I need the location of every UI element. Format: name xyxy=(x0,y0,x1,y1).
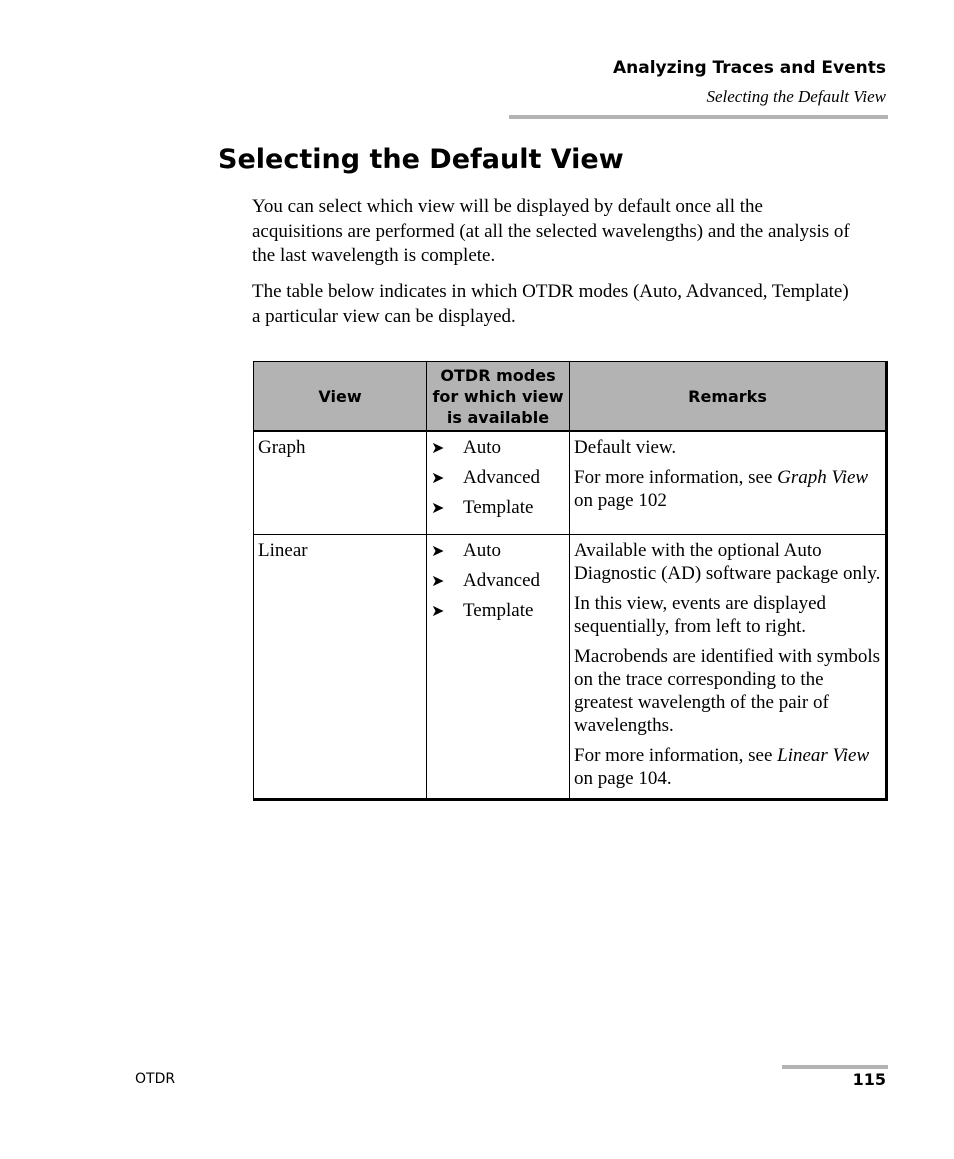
arrow-bullet-icon: ➤ xyxy=(431,468,445,487)
mode-item xyxy=(431,569,566,599)
mode-label: Auto xyxy=(463,540,501,561)
mode-label: Template xyxy=(463,600,534,621)
arrow-bullet-icon: ➤ xyxy=(431,438,445,457)
intro-paragraph: You can select which view will be displayed by default once all the acquisitions are performed (at all the selected wavelengths) and the analysis of the last wavelength is complete. xyxy=(252,196,850,266)
arrow-bullet-icon: ➤ xyxy=(431,601,445,620)
table-header-row xyxy=(254,362,887,431)
mode-item xyxy=(431,599,566,629)
column-header-remarks: Remarks xyxy=(570,362,887,431)
table-row xyxy=(254,535,887,800)
mode-label: Advanced xyxy=(463,570,541,591)
table-row xyxy=(254,432,887,535)
mode-item xyxy=(431,496,566,526)
remark-text: Available with the optional Auto Diagnostic (AD) software package only. xyxy=(574,540,881,584)
header-rule xyxy=(509,115,888,119)
crossref-link-graph-view[interactable]: Graph View xyxy=(777,467,869,488)
remark-text: In this view, events are displayed sequentially, from left to right. xyxy=(574,593,827,637)
mode-label: Template xyxy=(463,497,534,518)
table-intro-paragraph: The table below indicates in which OTDR modes (Auto, Advanced, Template) a particular view can be displayed. xyxy=(252,281,849,327)
default-view-table xyxy=(253,361,888,801)
modes-cell xyxy=(427,432,570,535)
mode-item xyxy=(431,539,566,569)
mode-item xyxy=(431,466,566,496)
mode-label: Advanced xyxy=(463,467,541,488)
crossref-link-linear-view[interactable]: Linear View xyxy=(777,745,870,766)
arrow-bullet-icon: ➤ xyxy=(431,498,445,517)
remark-text: Default view. xyxy=(574,437,677,458)
column-header-view: View xyxy=(254,362,427,431)
running-header-section: Selecting the Default View xyxy=(706,87,886,106)
remark-crossref xyxy=(574,466,881,512)
arrow-bullet-icon: ➤ xyxy=(431,541,445,560)
crossref-suffix: on page 102 xyxy=(574,490,667,511)
page-number: 115 xyxy=(852,1070,886,1089)
footer-rule xyxy=(782,1065,888,1069)
column-header-modes: OTDR modes for which view is available xyxy=(427,362,570,431)
mode-label: Auto xyxy=(463,437,501,458)
crossref-prefix: For more information, see xyxy=(574,467,778,488)
remark-text: Macrobends are identified with symbols on the trace corresponding to the greatest wavelength of the pair of wavelengths. xyxy=(574,646,881,736)
remark-crossref xyxy=(574,744,881,790)
modes-cell xyxy=(427,535,570,800)
crossref-suffix: on page 104. xyxy=(574,768,672,789)
page-title: Selecting the Default View xyxy=(218,144,624,175)
footer-product-name: OTDR xyxy=(135,1071,176,1087)
remarks-cell xyxy=(570,535,887,800)
view-cell: Graph xyxy=(254,432,427,535)
mode-item xyxy=(431,436,566,466)
crossref-prefix: For more information, see xyxy=(574,745,778,766)
arrow-bullet-icon: ➤ xyxy=(431,571,445,590)
running-header-chapter: Analyzing Traces and Events xyxy=(612,58,886,78)
view-cell: Linear xyxy=(254,535,427,800)
remarks-cell xyxy=(570,432,887,535)
